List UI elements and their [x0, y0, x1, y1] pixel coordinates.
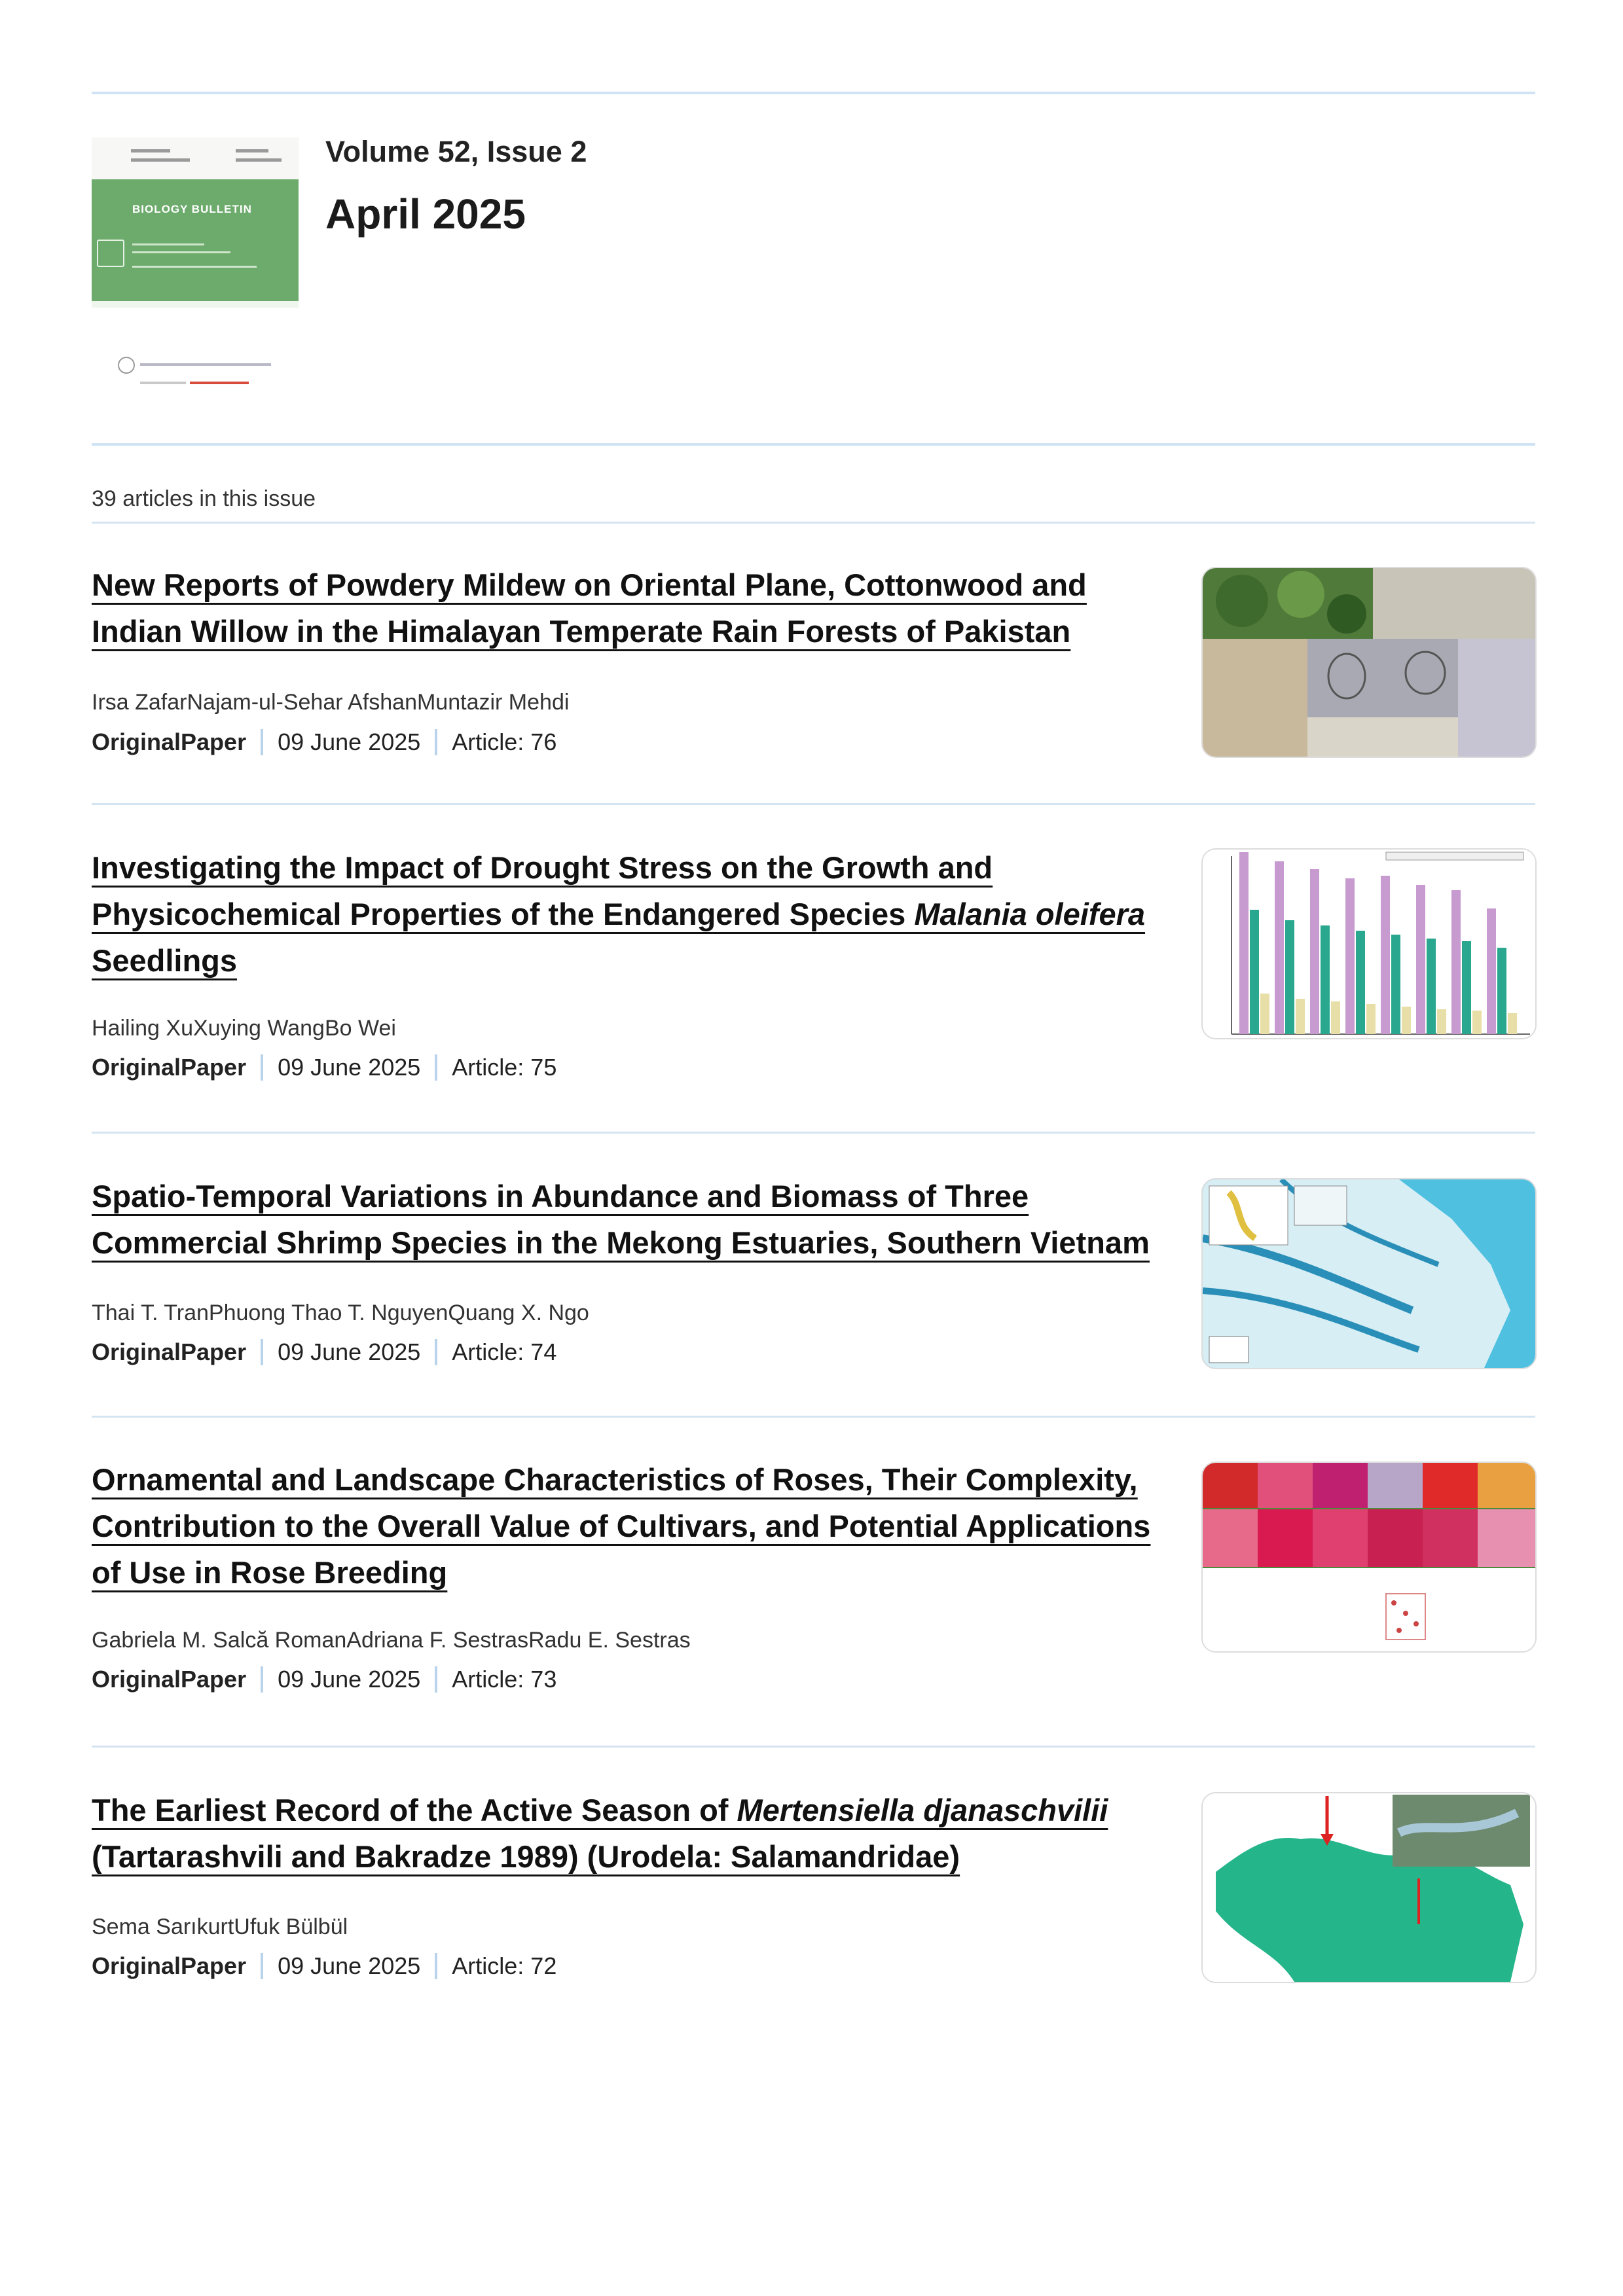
article-type: OriginalPaper	[92, 728, 247, 755]
article-type: OriginalPaper	[92, 1666, 247, 1693]
article-type: OriginalPaper	[92, 1952, 247, 1979]
article-title[interactable]	[92, 844, 1165, 984]
article-authors: Thai T. TranPhuong Thao T. NguyenQuang X. Ngo	[92, 1300, 589, 1325]
article-authors: Irsa ZafarNajam-ul-Sehar AfshanMuntazir Mehdi	[92, 690, 570, 715]
article-meta	[92, 1054, 556, 1081]
article-title[interactable]	[92, 1173, 1165, 1266]
issue-date: April 2025	[325, 190, 526, 238]
article-title-link[interactable]: New Reports of Powdery Mildew on Oriental Plane, Cottonwood and Indian Willow in the Himalayan Temperate Rain Forests of Pakistan	[92, 567, 1087, 649]
article-number: Article: 75	[452, 1054, 557, 1081]
article-date: 09 June 2025	[278, 1338, 421, 1365]
article-divider	[92, 803, 1535, 805]
journal-cover-image[interactable]	[92, 137, 299, 308]
article-title[interactable]	[92, 1787, 1165, 1880]
article-type: OriginalPaper	[92, 1338, 247, 1365]
article-title-link[interactable]: Spatio-Temporal Variations in Abundance and Biomass of Three Commercial Shrimp Species in the Mekong Estuaries, Southern Vietnam	[92, 1179, 1150, 1260]
publisher-logo	[118, 357, 275, 396]
article-number: Article: 74	[452, 1338, 557, 1365]
article-meta	[92, 728, 556, 756]
article-authors: Hailing XuXuying WangBo Wei	[92, 1016, 396, 1041]
region-map-figure-icon[interactable]	[1201, 1792, 1537, 1983]
header-divider	[92, 443, 1535, 446]
article-number: Article: 76	[452, 728, 557, 755]
volume-issue-label: Volume 52, Issue 2	[325, 135, 587, 168]
article-divider	[92, 1132, 1535, 1134]
article-title-link[interactable]: Ornamental and Landscape Characteristics of Roses, Their Complexity, Contribution to the Overall Value of Cultivars, and Potential Applications of Use in Rose Breeding	[92, 1462, 1151, 1590]
article-date: 09 June 2025	[278, 1666, 421, 1693]
article-date: 09 June 2025	[278, 728, 421, 755]
article-date: 09 June 2025	[278, 1054, 421, 1081]
cover-title: BIOLOGY BULLETIN	[132, 203, 252, 215]
article-date: 09 June 2025	[278, 1952, 421, 1979]
article-title-link[interactable]: Investigating the Impact of Drought Stress on the Growth and Physicochemical Properties of the Endangered Species Malania oleifera Seedlings	[92, 850, 1146, 978]
list-divider	[92, 522, 1535, 524]
article-number: Article: 73	[452, 1666, 557, 1693]
article-meta	[92, 1952, 556, 1980]
estuary-map-figure-icon[interactable]	[1201, 1178, 1537, 1369]
article-number: Article: 72	[452, 1952, 557, 1979]
article-meta	[92, 1338, 556, 1366]
article-title-link[interactable]: The Earliest Record of the Active Season of Mertensiella djanaschvilii (Tartarashvili and Bakradze 1989) (Urodela: Salamandridae)	[92, 1793, 1108, 1874]
top-divider	[92, 92, 1535, 94]
microscopy-figure-icon[interactable]	[1201, 567, 1537, 758]
rose-photos-figure-icon[interactable]	[1201, 1462, 1537, 1653]
article-authors: Gabriela M. Salcă RomanAdriana F. SestrasRadu E. Sestras	[92, 1628, 691, 1653]
article-divider	[92, 1416, 1535, 1418]
article-divider	[92, 1746, 1535, 1748]
bar-chart-figure-icon[interactable]	[1201, 848, 1537, 1039]
article-meta	[92, 1666, 556, 1693]
article-count: 39 articles in this issue	[92, 486, 316, 511]
article-title[interactable]	[92, 1456, 1165, 1596]
article-title[interactable]	[92, 562, 1165, 655]
article-authors: Sema SarıkurtUfuk Bülbül	[92, 1914, 348, 1939]
article-type: OriginalPaper	[92, 1054, 247, 1081]
